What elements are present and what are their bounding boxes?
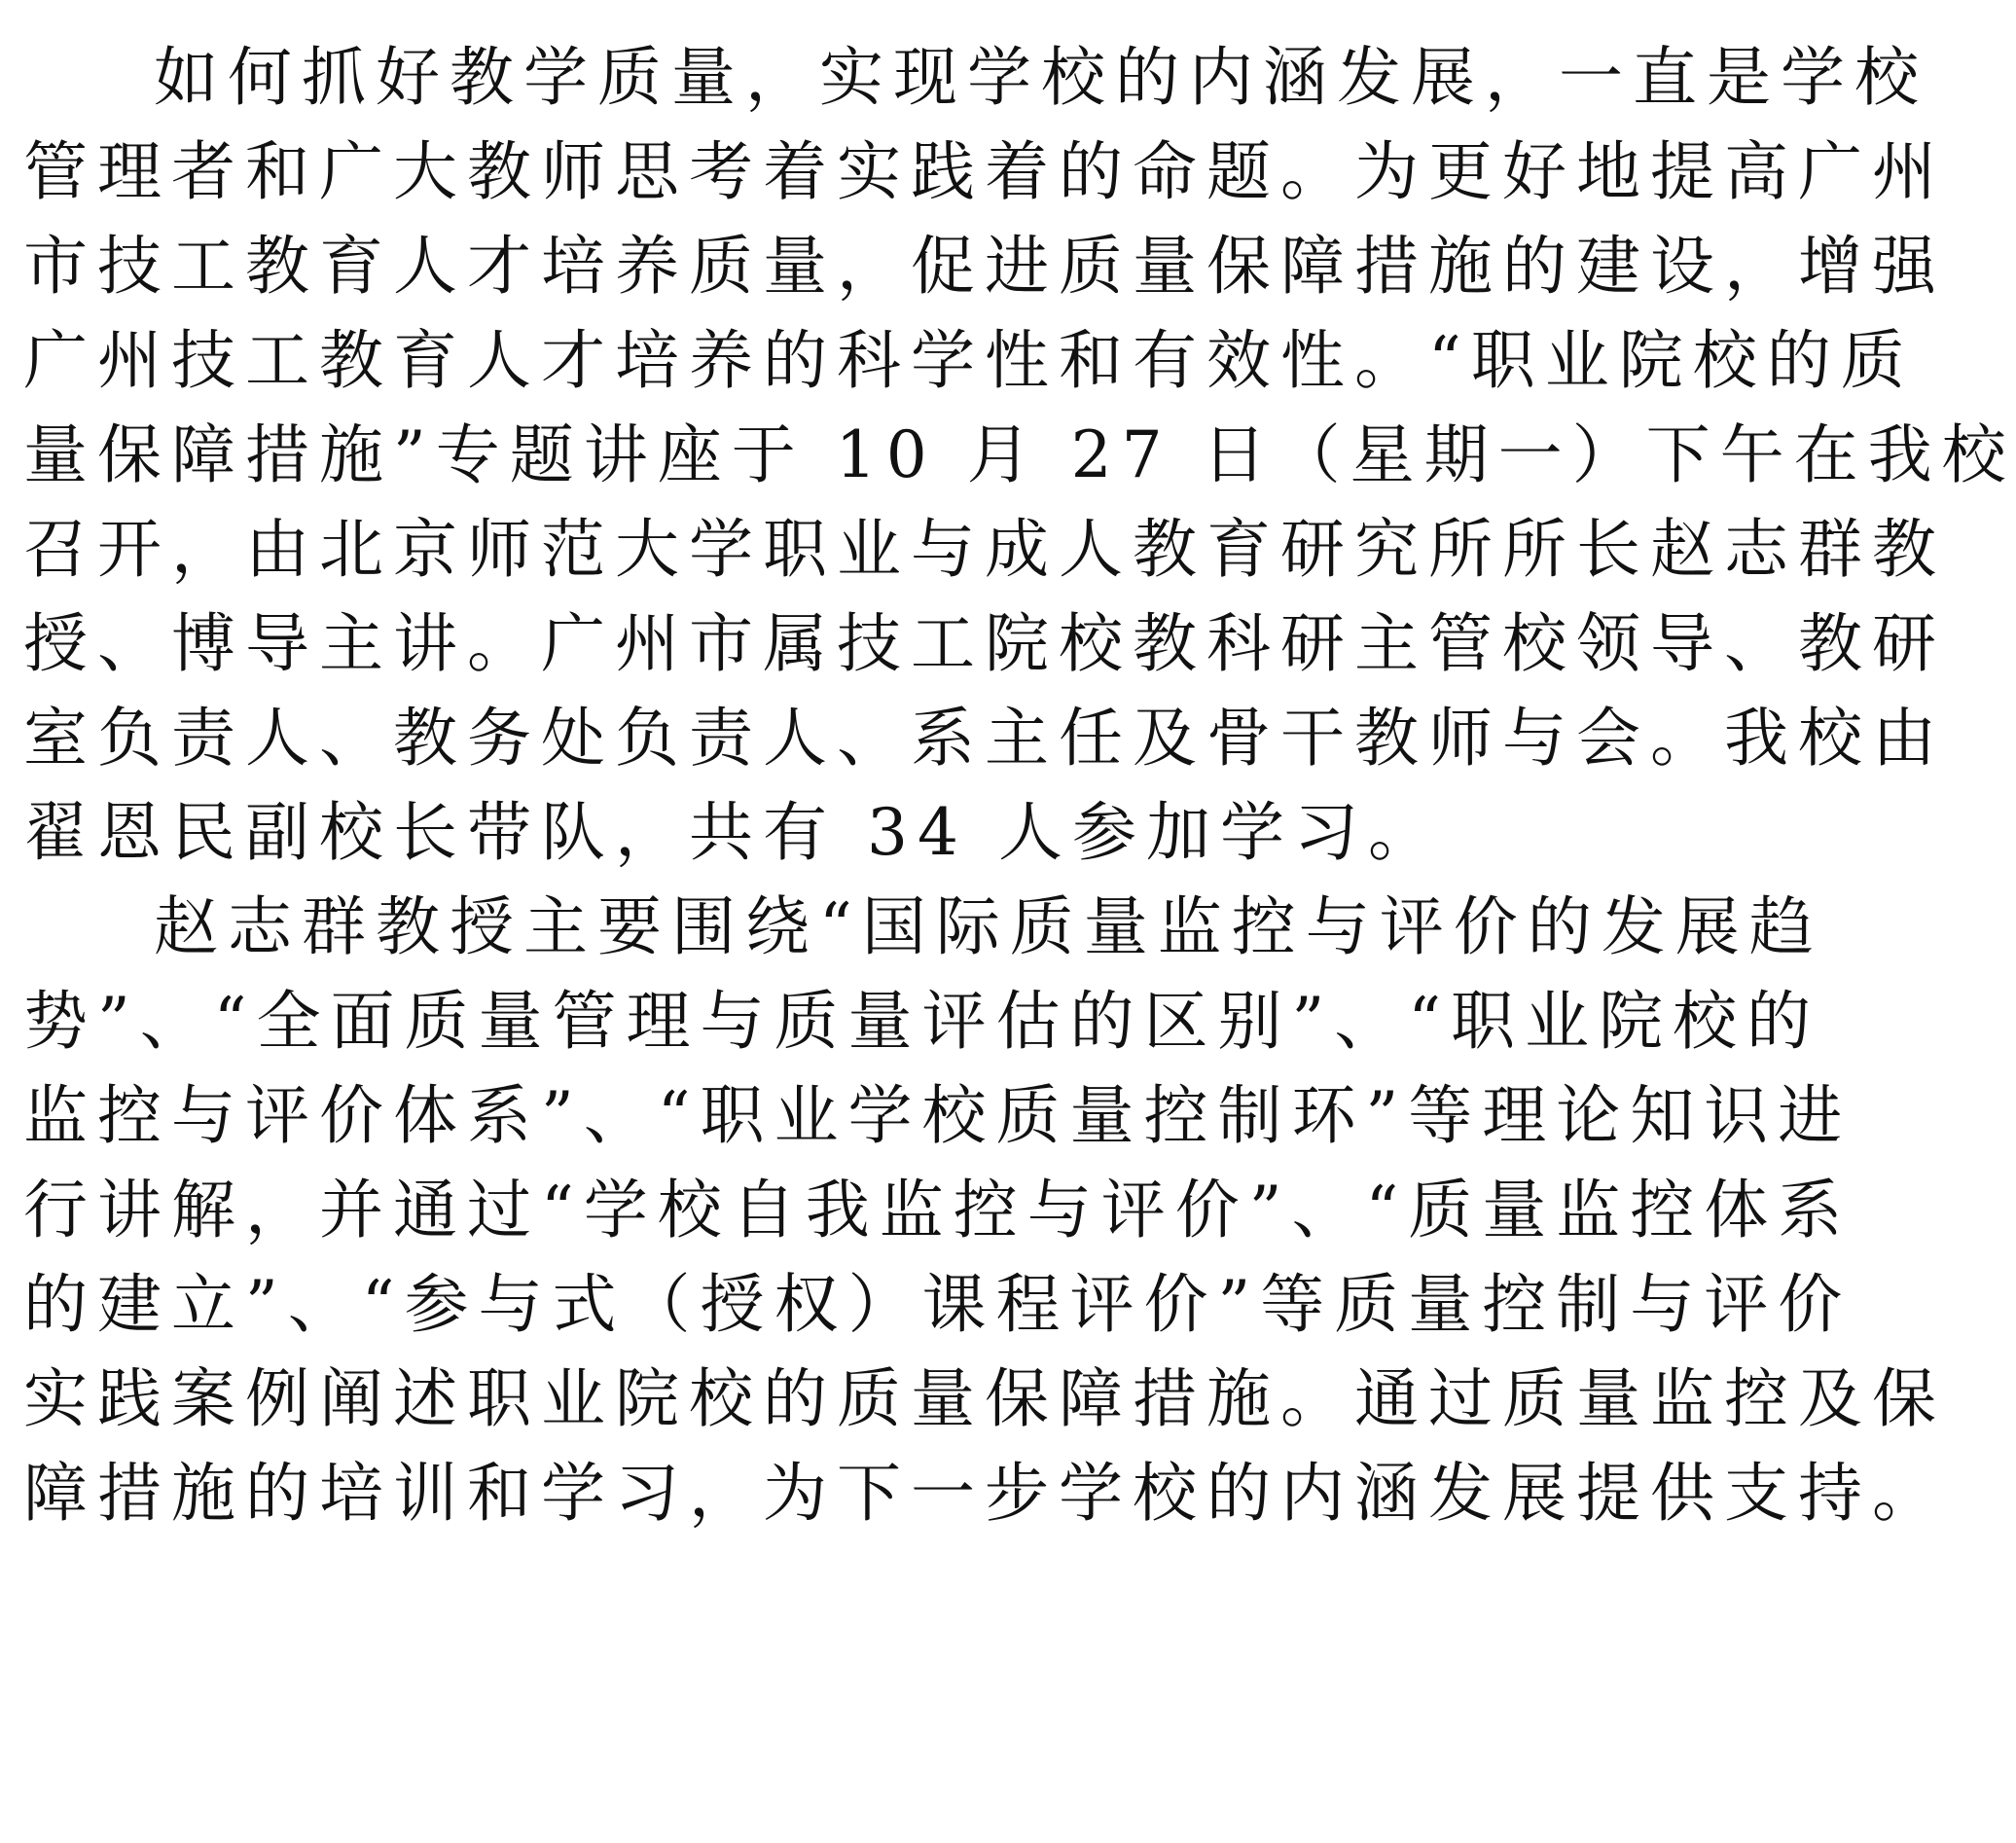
paragraph-2-line-3: 监控与评价体系”、“职业学校质量控制环”等理论知识进 xyxy=(23,1078,1853,1153)
paragraph-1-line-2: 管理者和广大教师思考着实践着的命题。为更好地提高广州 xyxy=(23,134,1946,209)
paragraph-1-line-8: 室负责人、教务处负责人、系主任及骨干教师与会。我校由 xyxy=(23,701,1946,776)
paragraph-1-line-4: 广州技工教育人才培养的科学性和有效性。“职业院校的质 xyxy=(23,323,1915,398)
paragraph-2-line-7: 障措施的培训和学习，为下一步学校的内涵发展提供支持。 xyxy=(23,1456,1946,1531)
paragraph-1-line-3: 市技工教育人才培养质量，促进质量保障措施的建设，增强 xyxy=(23,229,1946,304)
paragraph-1-line-7: 授、博导主讲。广州市属技工院校教科研主管校领导、教研 xyxy=(23,606,1946,681)
paragraph-2-line-2: 势”、“全面质量管理与质量评估的区别”、“职业院校的 xyxy=(23,984,1820,1059)
paragraph-1-line-5: 量保障措施”专题讲座于 10 月 27 日（星期一）下午在我校 xyxy=(23,417,2016,492)
paragraph-1-line-1: 如何抓好教学质量，实现学校的内涵发展，一直是学校 xyxy=(154,40,1928,115)
paragraph-2-line-1: 赵志群教授主要围绕“国际质量监控与评价的发展趋 xyxy=(154,889,1823,964)
paragraph-2-line-5: 的建立”、“参与式（授权）课程评价”等质量控制与评价 xyxy=(23,1267,1853,1342)
paragraph-2-line-6: 实践案例阐述职业院校的质量保障措施。通过质量监控及保 xyxy=(23,1361,1946,1436)
paragraph-1-line-6: 召开，由北京师范大学职业与成人教育研究所所长赵志群教 xyxy=(23,512,1946,587)
paragraph-2-line-4: 行讲解，并通过“学校自我监控与评价”、“质量监控体系 xyxy=(23,1173,1853,1247)
paragraph-1-line-9: 翟恩民副校长带队，共有 34 人参加学习。 xyxy=(23,795,1442,870)
